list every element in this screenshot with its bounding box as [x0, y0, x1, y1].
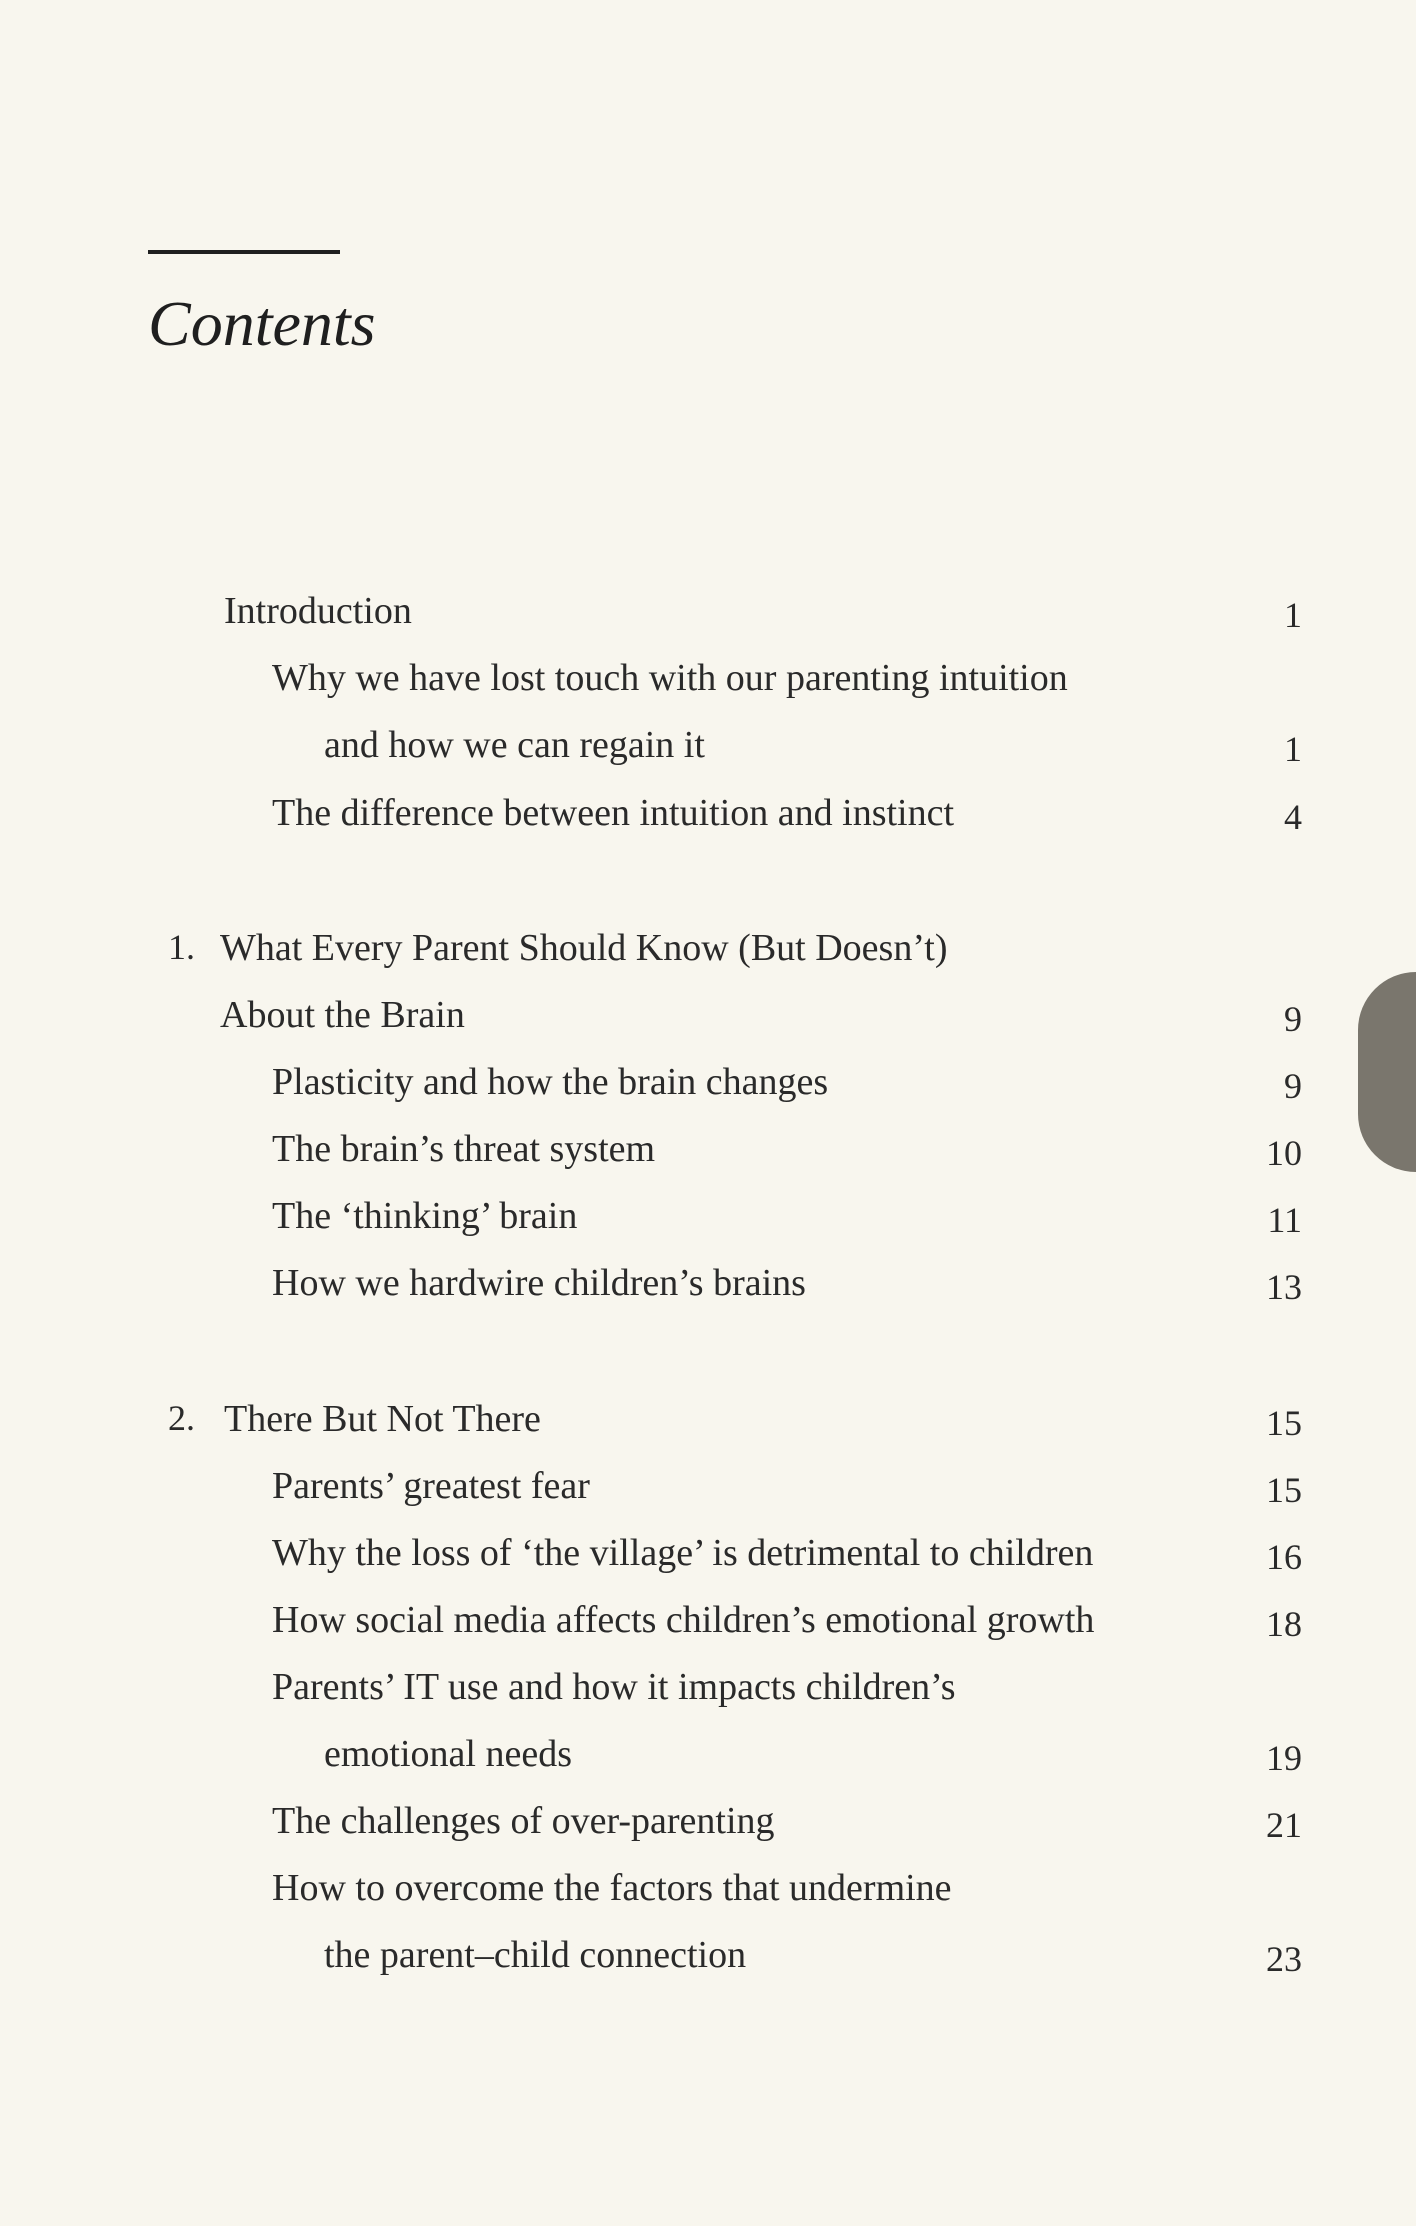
- toc-entry-introduction: Introduction: [224, 590, 412, 632]
- toc-subentry-ch1-4: How we hardwire children’s brains: [272, 1262, 806, 1304]
- toc-subentry-ch2-1: Parents’ greatest fear: [272, 1465, 590, 1507]
- chapter-2-page: 15: [1266, 1403, 1302, 1443]
- toc-subentry-ch2-3: How social media affects children’s emotional growth: [272, 1599, 1095, 1641]
- page-edge-tab: [1358, 972, 1416, 1172]
- toc-subentry-intro-2: The difference between intuition and instinct: [272, 792, 955, 834]
- chapter-2-number: 2.: [168, 1398, 195, 1438]
- toc-page-ch2-2: 16: [1266, 1537, 1302, 1577]
- toc-subentry-ch2-2: Why the loss of ‘the village’ is detrimental to children: [272, 1532, 1094, 1574]
- chapter-1-title-line1: What Every Parent Should Know (But Doesn’t): [220, 927, 948, 969]
- toc-page-ch2-3: 18: [1266, 1604, 1302, 1644]
- toc-page-ch1-2: 10: [1266, 1133, 1302, 1173]
- toc-page-ch1-4: 13: [1266, 1267, 1302, 1307]
- toc-subentry-ch2-4-line2: emotional needs: [324, 1733, 572, 1775]
- toc-page-ch2-4: 19: [1266, 1738, 1302, 1778]
- toc-page-introduction: 1: [1284, 595, 1302, 635]
- toc-subentry-ch2-6-line1: How to overcome the factors that undermine: [272, 1867, 952, 1909]
- toc-page-ch2-6: 23: [1266, 1939, 1302, 1979]
- chapter-2-title: There But Not There: [224, 1398, 541, 1440]
- toc-page-ch2-5: 21: [1266, 1805, 1302, 1845]
- chapter-1-page: 9: [1284, 999, 1302, 1039]
- toc-page-ch1-3: 11: [1267, 1200, 1302, 1240]
- toc-page-ch1-1: 9: [1284, 1066, 1302, 1106]
- toc-subentry-ch1-2: The brain’s threat system: [272, 1128, 656, 1170]
- toc-page-ch2-1: 15: [1266, 1470, 1302, 1510]
- chapter-1-number: 1.: [168, 927, 195, 967]
- toc-subentry-ch1-3: The ‘thinking’ brain: [272, 1195, 578, 1237]
- header-rule: [148, 250, 340, 254]
- page-title: Contents: [148, 288, 376, 359]
- toc-subentry-ch2-4-line1: Parents’ IT use and how it impacts children’s: [272, 1666, 956, 1708]
- toc-subentry-ch2-5: The challenges of over-parenting: [272, 1800, 775, 1842]
- toc-page-intro-1: 1: [1284, 729, 1302, 769]
- toc-subentry-ch1-1: Plasticity and how the brain changes: [272, 1061, 829, 1103]
- toc-page-intro-2: 4: [1284, 797, 1302, 837]
- toc-subentry-intro-1-line1: Why we have lost touch with our parenting intuition: [272, 657, 1068, 699]
- toc-subentry-intro-1-line2: and how we can regain it: [324, 724, 705, 766]
- toc-subentry-ch2-6-line2: the parent–child connection: [324, 1934, 747, 1976]
- chapter-1-title-line2: About the Brain: [220, 994, 465, 1036]
